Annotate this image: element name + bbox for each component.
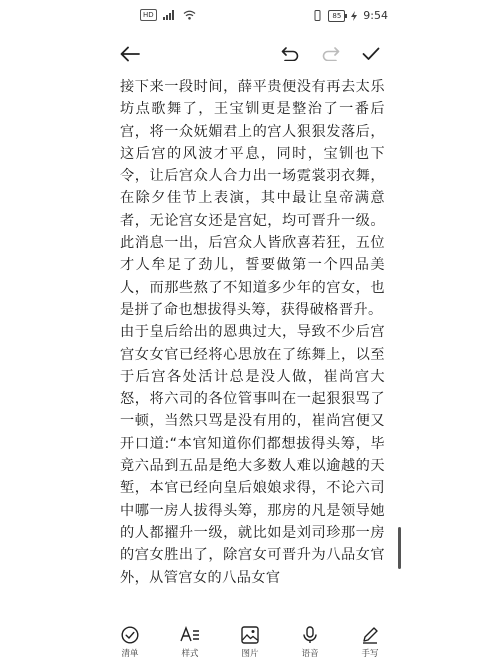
scrollbar-thumb[interactable] (398, 527, 401, 569)
redo-icon (322, 47, 340, 61)
pen-icon (361, 626, 379, 644)
handwrite-label: 手写 (361, 649, 379, 659)
image-label: 图片 (241, 649, 259, 659)
checklist-icon (121, 626, 139, 644)
checklist-label: 清单 (121, 649, 139, 659)
vibrate-icon (313, 10, 322, 21)
done-button[interactable] (355, 38, 387, 70)
editor-toolbar (0, 38, 500, 70)
bottom-toolbar (0, 620, 500, 666)
clock: 9:54 (363, 9, 388, 22)
redo-button[interactable] (315, 38, 347, 70)
image-button[interactable] (230, 626, 270, 659)
charging-icon (351, 11, 357, 21)
note-paragraph[interactable]: 接下来一段时间，薛平贵便没有再去太乐坊点歌舞了，王宝钏更是整治了一番后宫，将一众妩媚君上的宫人狠狠发落后，这后宫的风波才平息，同时，宝钏也下令，让后宫众人合力出一场霓裳羽衣舞，在除夕佳节上表演，其中最让皇帝满意者，无论宫女还是宫妃，均可晋升一级。此消息一出，后宫众人皆欣喜若狂，五位才人牟足了劲儿，誓要做第一个四品美人，而那些熬了不知道多少年的宫女，也是拼了命也想拔得头筹，获得破格晋升。 (120, 79, 385, 318)
note-body[interactable] (120, 76, 385, 589)
text-style-icon (180, 626, 200, 644)
back-button[interactable] (114, 38, 146, 70)
checklist-button[interactable] (110, 626, 150, 659)
checkmark-icon (362, 47, 380, 61)
handwrite-button[interactable] (350, 626, 390, 659)
status-right (313, 9, 388, 22)
voice-button[interactable] (290, 626, 330, 659)
hd-badge: HD (140, 9, 157, 21)
style-button[interactable] (170, 626, 210, 659)
undo-button[interactable] (274, 38, 306, 70)
undo-icon (281, 47, 299, 61)
wifi-icon (183, 10, 196, 20)
status-left (140, 9, 196, 21)
style-label: 样式 (181, 649, 199, 659)
back-arrow-icon (120, 46, 140, 62)
note-paragraph[interactable]: 由于皇后给出的恩典过大，导致不少后宫宫女女官已经将心思放在了练舞上，以至于后宫各处活计总是没人做，崔尚宫大怒，将六司的各位管事叫在一起狠狠骂了一顿，当然只骂是没有用的，崔尚宫便又开口道:“本官知道你们都想拔得头筹，毕竟六品到五品是绝大多数人难以逾越的天堑，本官已经向皇后娘娘求得，不论六司中哪一房人拔得头筹，那房的凡是领导她的人都擢升一级，就比如是刘司珍那一房的宫女胜出了，除宫女可晋升为八品女官外，从管宫女的八品女官 (120, 324, 385, 586)
status-bar (0, 0, 500, 30)
signal-icon (163, 10, 177, 20)
microphone-icon (302, 626, 318, 644)
image-icon (241, 626, 259, 644)
battery-indicator: 85 (328, 10, 345, 22)
voice-label: 语音 (301, 649, 319, 659)
